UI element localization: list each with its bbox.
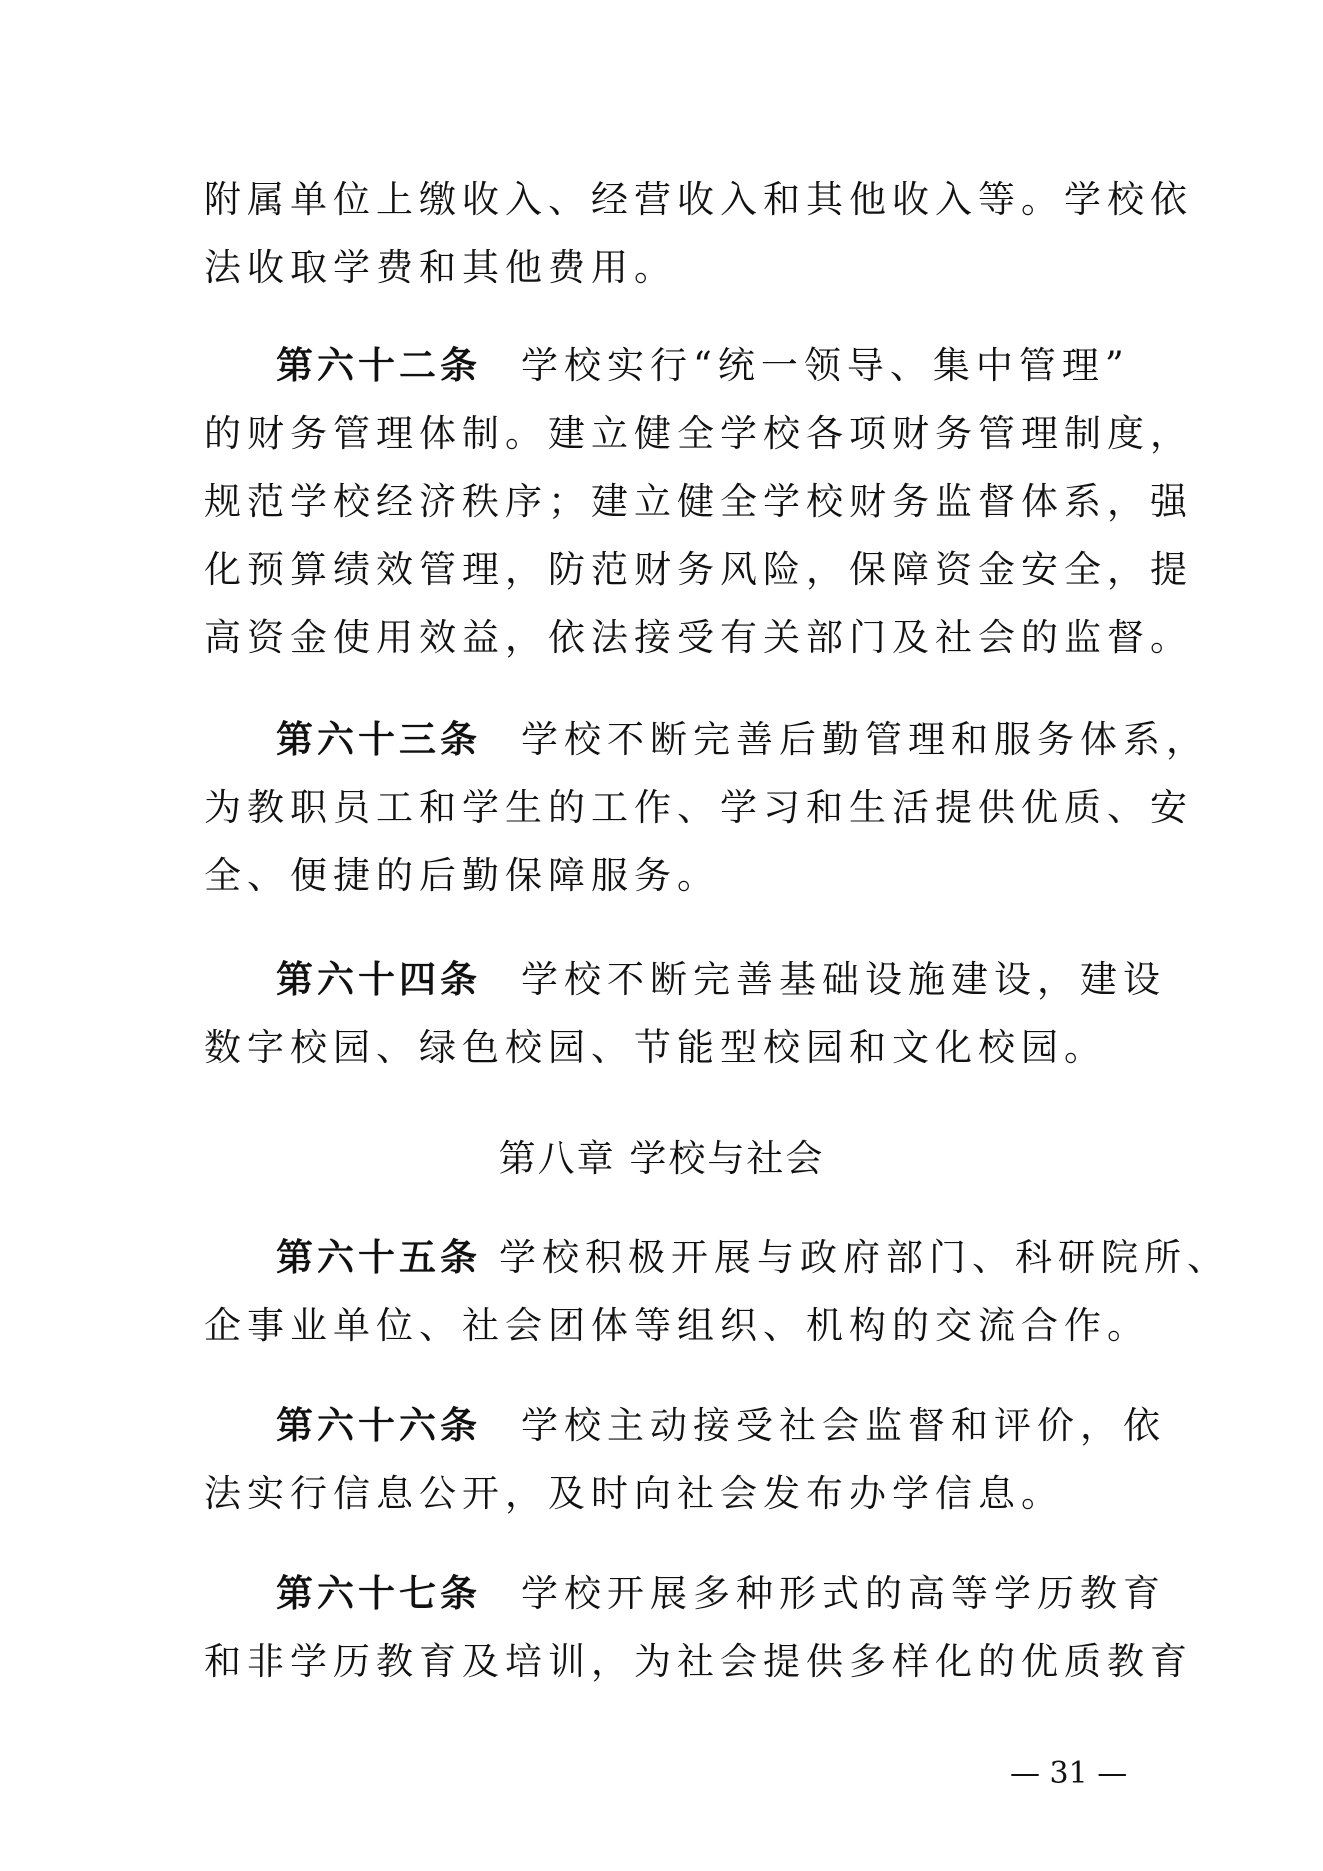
article-67-title: 第六十七条 <box>276 1572 481 1615</box>
text-line: 和非学历教育及培训，为社会提供多样化的优质教育 <box>204 1640 1193 1683</box>
text-line: 数字校园、绿色校园、节能型校园和文化校园。 <box>204 1026 1107 1069</box>
article-67-text: 学校开展多种形式的高等学历教育 <box>521 1572 1166 1615</box>
article-62-text: 学校实行“统一领导、集中管理” <box>521 344 1130 387</box>
text-line: 规范学校经济秩序；建立健全学校财务监督体系，强 <box>204 480 1193 523</box>
article-66-text: 学校主动接受社会监督和评价，依 <box>521 1404 1166 1447</box>
article-64-first-line <box>276 944 1166 1016</box>
article-63-title: 第六十三条 <box>276 718 481 761</box>
chapter-heading: 第八章 学校与社会 <box>498 1137 825 1180</box>
text-line: 企事业单位、社会团体等组织、机构的交流合作。 <box>204 1304 1150 1347</box>
page-number: — 31 — <box>1010 1756 1128 1791</box>
article-64-title: 第六十四条 <box>276 958 481 1001</box>
article-63-text: 学校不断完善后勤管理和服务体系， <box>521 718 1209 761</box>
article-65-title: 第六十五条 <box>276 1236 481 1279</box>
article-62-title: 第六十二条 <box>276 344 481 387</box>
text-line: 附属单位上缴收入、经营收入和其他收入等。学校依 <box>204 178 1193 221</box>
text-line: 为教职员工和学生的工作、学习和生活提供优质、安 <box>204 786 1193 829</box>
text-line: 法实行信息公开，及时向社会发布办学信息。 <box>204 1472 1064 1515</box>
article-66-first-line <box>276 1390 1166 1462</box>
text-line: 全、便捷的后勤保障服务。 <box>204 854 720 897</box>
text-line: 化预算绩效管理，防范财务风险，保障资金安全，提 <box>204 548 1193 591</box>
article-64-text: 学校不断完善基础设施建设，建设 <box>521 958 1166 1001</box>
text-line: 的财务管理体制。建立健全学校各项财务管理制度， <box>204 412 1193 455</box>
article-66-title: 第六十六条 <box>276 1404 481 1447</box>
article-62-first-line <box>276 330 1144 402</box>
text-line: 法收取学费和其他费用。 <box>204 246 677 289</box>
article-65-text: 学校积极开展与政府部门、科研院所、 <box>499 1236 1230 1279</box>
article-65-first-line <box>276 1222 1230 1294</box>
article-63-first-line <box>276 704 1209 776</box>
text-line: 高资金使用效益，依法接受有关部门及社会的监督。 <box>204 616 1193 659</box>
article-67-first-line <box>276 1558 1166 1630</box>
